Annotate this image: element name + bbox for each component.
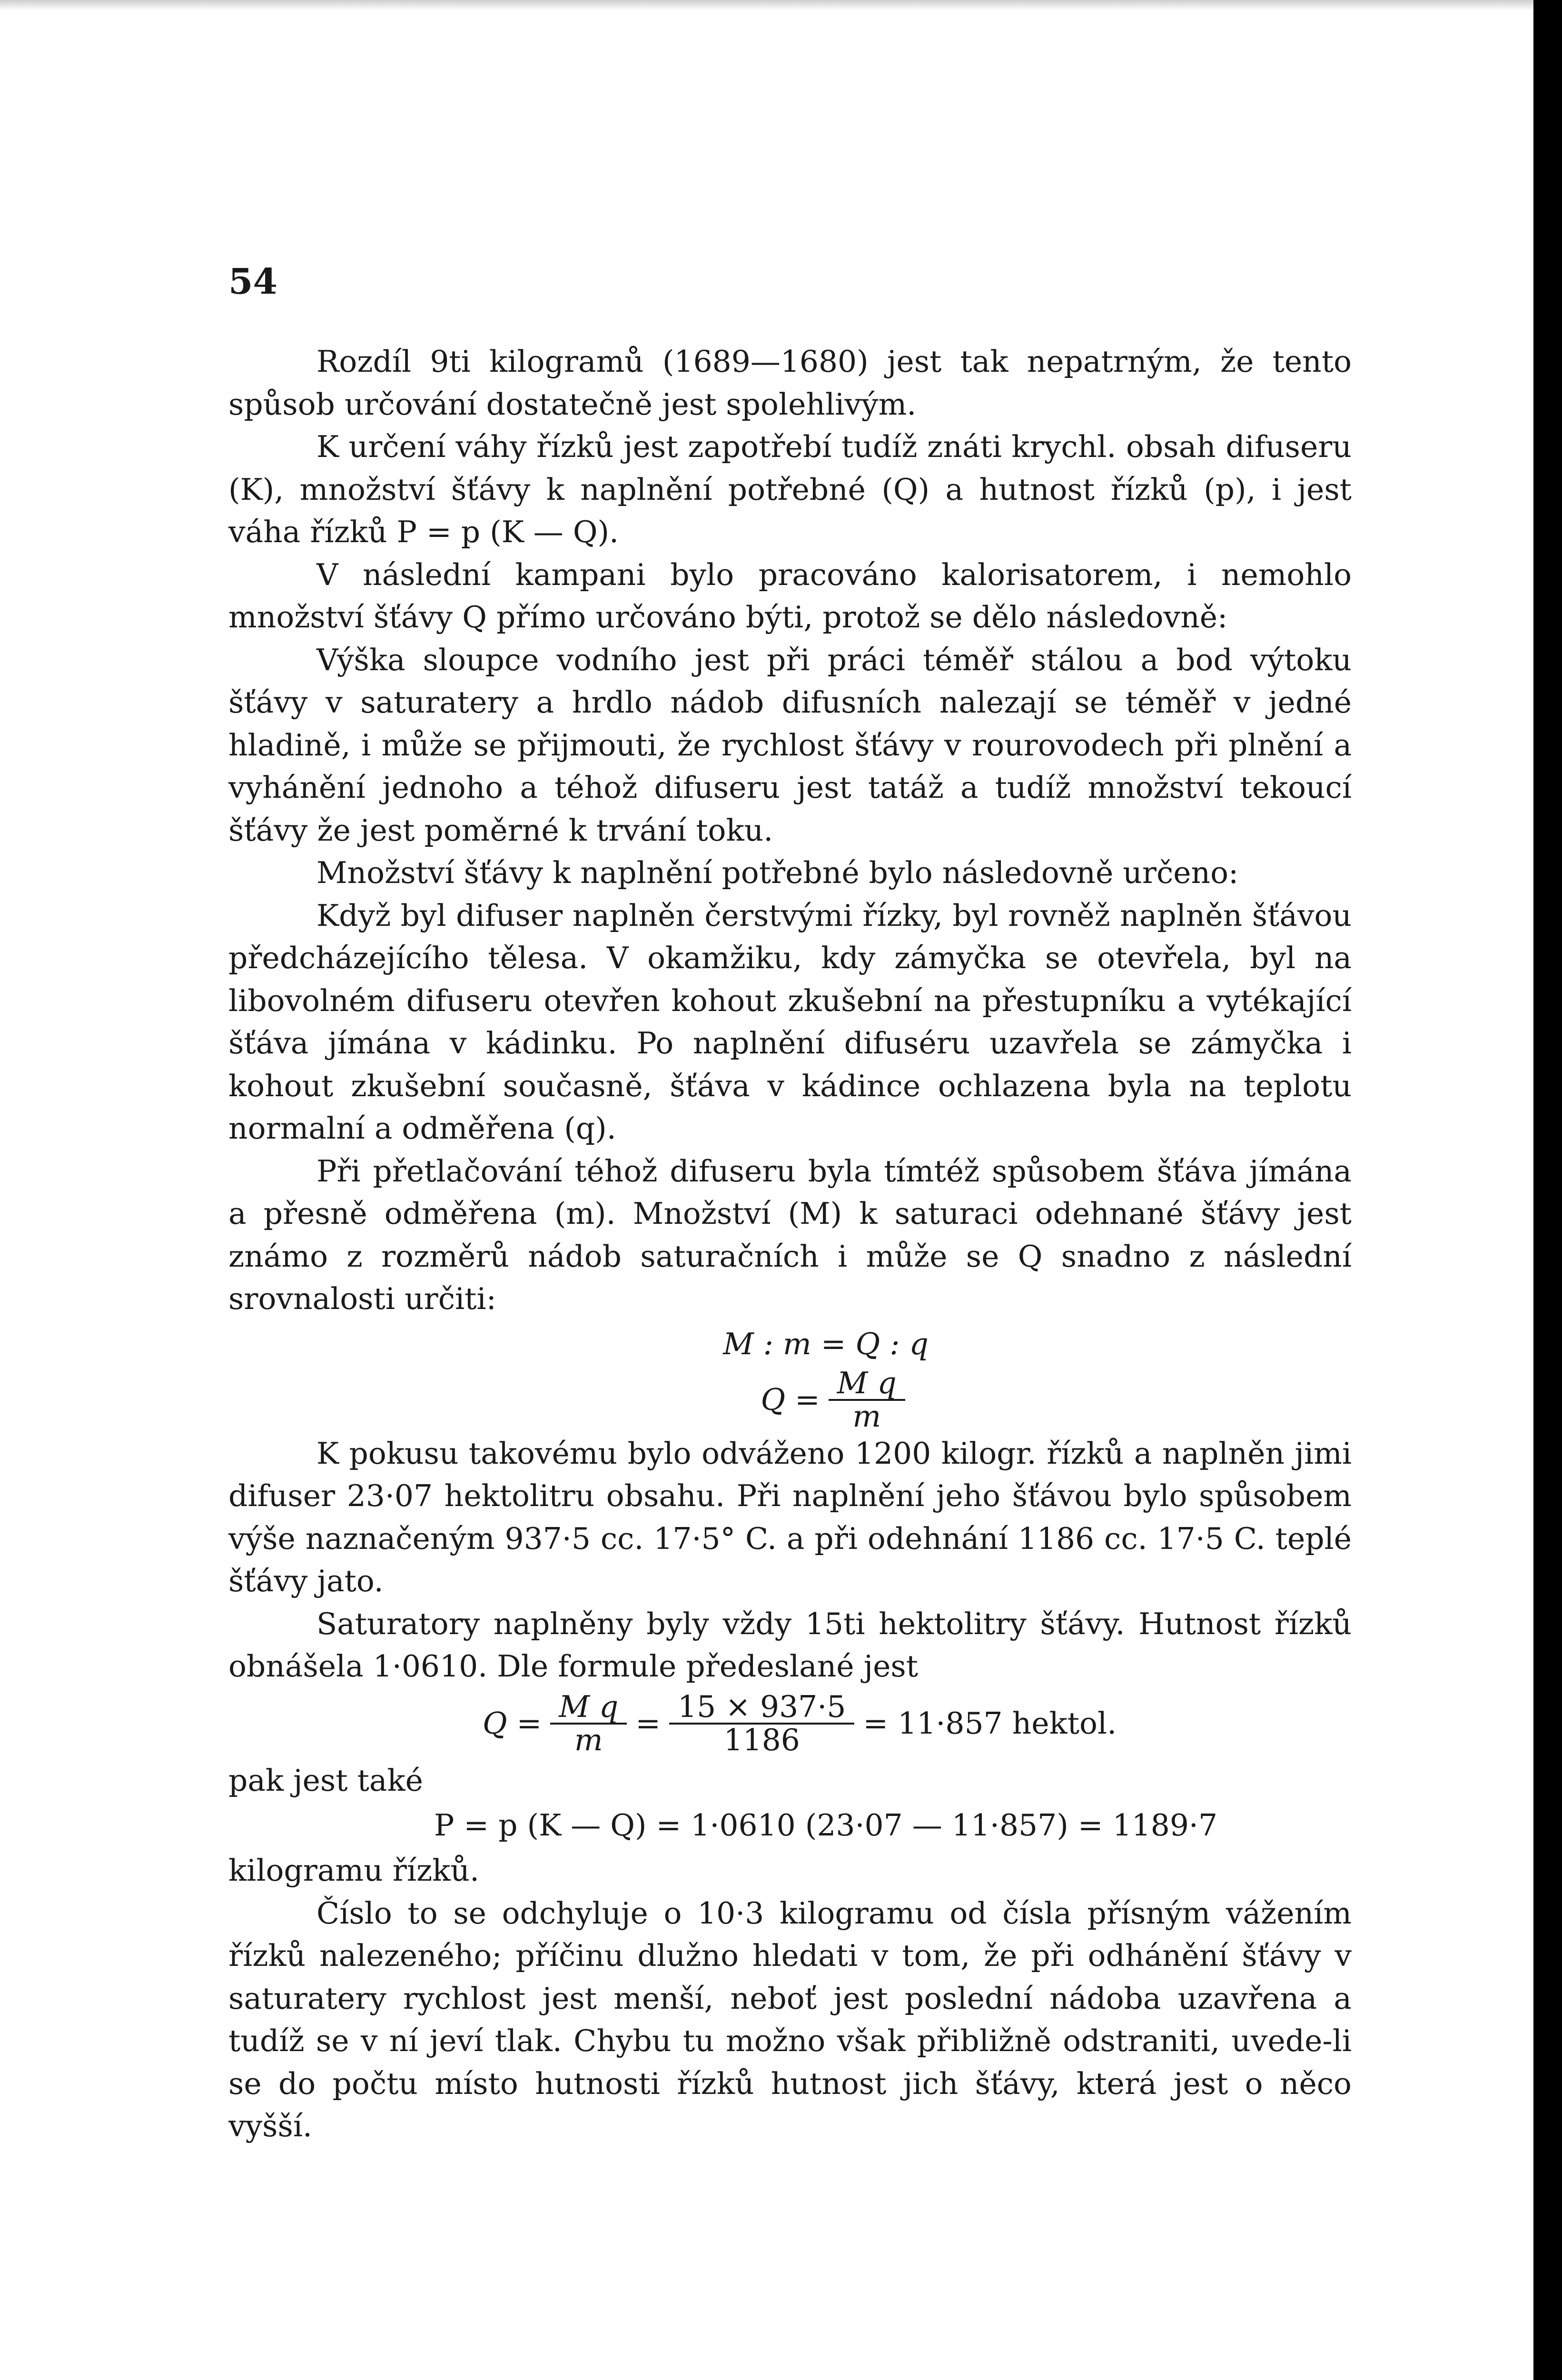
paragraph-3: V následní kampani bylo pracováno kalorisatorem, i nemohlo množství šťávy Q přímo určováno býti, protož se dělo následovně: xyxy=(228,557,1352,635)
fraction-denominator: m xyxy=(852,1399,881,1434)
equation-q-fraction xyxy=(228,1368,1352,1432)
paragraph-9: Saturatory naplněny byly vždy 15ti hektolitry šťávy. Hutnost řízků obnášela 1·0610. Dle formule předeslané jest xyxy=(228,1606,1352,1684)
page-body xyxy=(228,340,1352,2148)
fraction-numerator: M q xyxy=(829,1368,905,1401)
paragraph-7: Při přetlačování téhož difuseru byla tímtéž spůsobem šťáva jímána a přesně odměřena (m). Množství (M) k saturaci odehnané šťávy jest známo z rozměrů nádob saturačních i může se Q snadno z následní srovnalosti určiti: xyxy=(228,1153,1352,1316)
equation-p-formula: P = p (K — Q) = 1·0610 (23·07 — 11·857) = 1189·7 xyxy=(434,1808,1218,1843)
paragraph-12: Číslo to se odchyluje o 10·3 kilogramu od čísla přísným vážením řízků nalezeného; příčinu dlužno hledati v tom, že při odhánění šťávy v saturatery rychlost jest menší, neboť jest poslední nádoba uzavřena a tudíž se v ní jeví tlak. Chybu tu možno však přibližně odstraniti, uvede-li se do počtu místo hutnosti řízků hutnost jich šťávy, která jest o něco vyšší. xyxy=(228,1895,1352,2143)
calc-denominator-1: m xyxy=(574,1722,603,1757)
scan-edge-top xyxy=(0,0,1533,10)
equation-calculation xyxy=(228,1688,1352,1759)
calc-fraction-1 xyxy=(550,1691,627,1756)
paragraph-5: Množství šťávy k naplnění potřebné bylo následovně určeno: xyxy=(316,855,1239,890)
calc-denominator-2: 1186 xyxy=(723,1722,800,1757)
scan-edge-right xyxy=(1533,0,1562,2380)
equation-q-lhs: Q = xyxy=(761,1382,820,1418)
paragraph-2: K určení váhy řízků jest zapotřebí tudíž znáti krychl. obsah difuseru (K), množství šťávy k naplnění potřebné (Q) a hutnost řízků (p), i jest váha řízků P = p (K — Q). xyxy=(228,429,1352,549)
paragraph-8: K pokusu takovému bylo odváženo 1200 kilogr. řízků a naplněn jimi difuser 23·07 hektolitru obsahu. Při naplnění jeho šťávou bylo spůsobem výše naznačeným 937·5 cc. 17·5° C. a při odehnání 1186 cc. 17·5 C. teplé šťávy jato. xyxy=(228,1436,1352,1598)
paragraph-6: Když byl difuser naplněn čerstvými řízky, byl rovněž naplněn šťávou předcházejícího tělesa. V okamžiku, kdy zámyčka se otevřela, byl na libovolném difuseru otevřen kohout zkušební na přestupníku a vytékající šťáva jímána v kádinku. Po naplnění difuséru uzavřela se zámyčka i kohout zkušební současně, šťáva v kádince ochlazena byla na teplotu normalní a odměřena (q). xyxy=(228,898,1352,1146)
fraction-mq-over-m xyxy=(829,1368,905,1432)
calc-result: = 11·857 hektol. xyxy=(863,1706,1117,1741)
calc-numerator-2: 15 × 937·5 xyxy=(669,1691,854,1725)
paragraph-1: Rozdíl 9ti kilogramů (1689—1680) jest tak nepatrným, že tento spůsob určování dostatečně jest spolehlivým. xyxy=(228,344,1352,422)
page-number: 54 xyxy=(228,261,277,302)
calc-equals: = xyxy=(635,1706,661,1741)
calc-lhs: Q = xyxy=(482,1706,542,1741)
paragraph-4: Výška sloupce vodního jest při práci téměř stálou a bod výtoku šťávy v saturatery a hrdlo nádob difusních nalezají se téměř v jedné hladině, i může se přijmouti, že rychlost šťávy v rourovodech při plnění a vyhánění jednoho a téhož difuseru jest tatáž a tudíž množství tekoucí šťávy že jest poměrné k trvání toku. xyxy=(228,642,1352,848)
calc-numerator-1: M q xyxy=(550,1691,627,1725)
paragraph-10: pak jest také xyxy=(228,1763,423,1798)
equation-proportion: M : m = Q : q xyxy=(723,1326,929,1361)
paragraph-11: kilogramu řízků. xyxy=(228,1853,479,1888)
calc-fraction-2 xyxy=(669,1691,854,1756)
